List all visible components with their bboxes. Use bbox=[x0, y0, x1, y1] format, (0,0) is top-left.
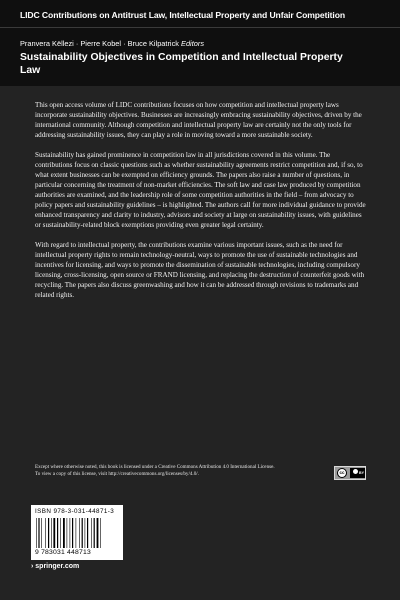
editors-line bbox=[20, 39, 390, 48]
blurb-paragraph: This open access volume of LIDC contributions focuses on how competition and intellectual property laws incorporate sustainability objectives. Businesses are increasingly embracing sustainability objectives, driven by the international community. Although competition and intellectual property law are certainly not the only tools for addressing sustainability issues, they can play a role in moving toward a more sustainable society. bbox=[35, 101, 362, 139]
header-divider bbox=[0, 27, 400, 28]
blurb bbox=[35, 100, 369, 310]
publisher-link[interactable]: › springer.com bbox=[31, 563, 80, 570]
barcode-icon bbox=[36, 518, 118, 548]
barcode bbox=[31, 505, 123, 560]
license-text: Except where otherwise noted, this book is licensed under a Creative Commons Attribution 4.0 International License. To view a copy of this license, visit http://creativecommons.org/licenses/by/4.0/. bbox=[35, 464, 275, 477]
cc-by-license-icon bbox=[334, 466, 366, 480]
attribution-person-icon bbox=[353, 469, 358, 474]
by-label: BY bbox=[359, 471, 364, 475]
isbn-label: ISBN 978-3-031-44871-3 bbox=[35, 508, 115, 515]
editors-label: Editors bbox=[178, 39, 205, 48]
blurb-paragraph: Sustainability has gained prominence in competition law in all jurisdictions covered in this volume. The contributions focus on classic questions such as whether sustainability agreements restrict competition and, if so, to what extent businesses can be exempted on efficiency grounds. The papers also raise a number of questions, in particular concerning the treatment of non-market efficiencies. The soft law and case law produced by competition authorities are examined, and the leadership role of some competition authorities in the field – from advocacy to policy papers and sustainability guidelines – is highlighted. The authors call for more individual guidance to provide enhanced transparency and clarity to industry, advisors and society at large on sustainability issues, with guidelines or sustainability-related block exemptions providing even greater legal certainty. bbox=[35, 151, 366, 229]
series-title: LIDC Contributions on Antitrust Law, Intellectual Property and Unfair Competition bbox=[20, 10, 345, 20]
barcode-number: 9 783031 448713 bbox=[35, 549, 91, 556]
editor-names: Pranvera Këllezi · Pierre Kobel · Bruce Kilpatrick bbox=[20, 39, 179, 48]
blurb-paragraph: With regard to intellectual property, the contributions examine various important issues, such as the need for intellectual property rights to remain technology-neutral, ways to promote the use of sustainable technologies and incentives for licensing, and ways to promote the dissemination of sustainable technologies, including compulsory licensing, cross-licensing, open source or FRAND licensing, and replacing the destruction of counterfeit goods with recycling. The papers also discuss greenwashing and how it can be addressed through revisions to trademarks and related rights. bbox=[35, 241, 365, 299]
by-logo bbox=[350, 468, 365, 478]
book-title: Sustainability Objectives in Competition and Intellectual Property Law bbox=[20, 52, 343, 76]
cc-logo: cc bbox=[337, 468, 347, 478]
